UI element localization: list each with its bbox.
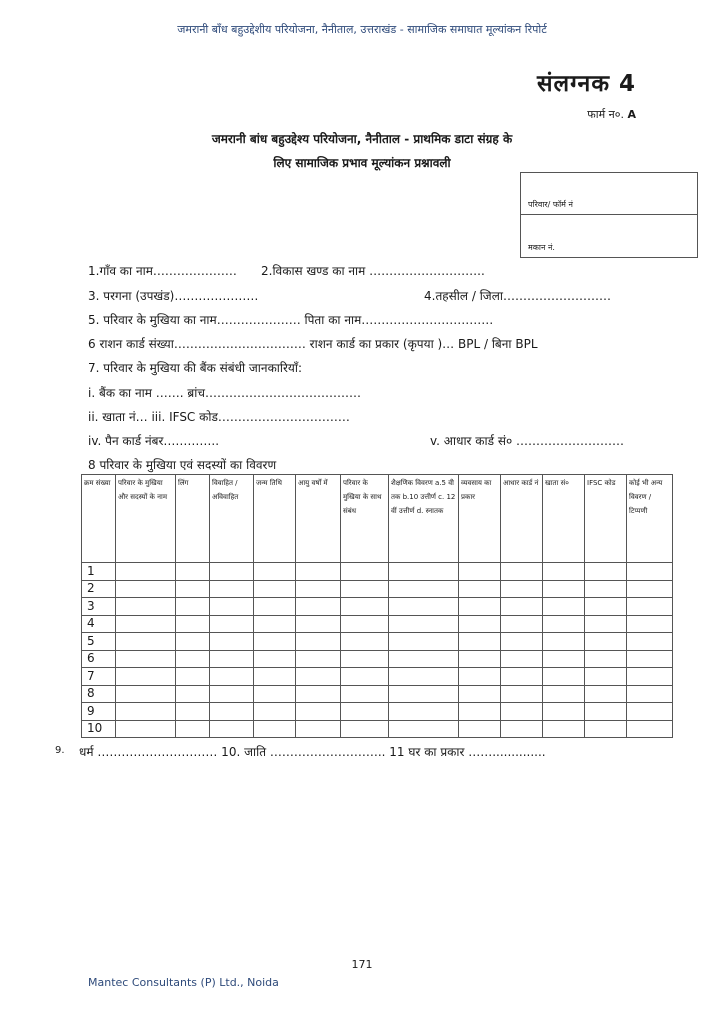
table-row [82, 703, 673, 721]
family-form-no-cell[interactable] [521, 173, 697, 215]
page-number: 171 [351, 958, 373, 971]
table-cell[interactable] [341, 598, 389, 616]
table-cell[interactable] [176, 685, 210, 703]
table-cell[interactable] [296, 685, 341, 703]
table-cell[interactable] [543, 580, 585, 598]
table-cell[interactable] [459, 563, 501, 581]
table-cell[interactable] [389, 703, 459, 721]
table-cell[interactable] [585, 563, 627, 581]
table-cell[interactable] [116, 580, 176, 598]
table-cell[interactable] [501, 650, 543, 668]
table-cell[interactable] [116, 615, 176, 633]
table-cell[interactable] [501, 685, 543, 703]
table-cell[interactable] [459, 580, 501, 598]
family-info-box [520, 172, 698, 258]
row-serial: 5 [82, 633, 116, 651]
table-cell[interactable] [585, 633, 627, 651]
header-aadhaar: आधार कार्ड नं [501, 475, 543, 563]
table-cell[interactable] [116, 703, 176, 721]
header-serial: क्रम संख्या [82, 475, 116, 563]
company-footer: Mantec Consultants (P) Ltd., Noida [88, 976, 279, 989]
form-title-line-1: जमरानी बांध बहुउद्देश्य परियोजना, नैनीताल - प्राथमिक डाटा संग्रह के [211, 132, 513, 146]
table-row [82, 720, 673, 738]
table-cell[interactable] [176, 563, 210, 581]
table-cell[interactable] [296, 563, 341, 581]
table-cell[interactable] [627, 650, 673, 668]
table-cell[interactable] [341, 563, 389, 581]
pan-card-field[interactable]: iv. पैन कार्ड नंबर………….. [88, 434, 220, 448]
table-cell[interactable] [210, 580, 254, 598]
table-cell[interactable] [341, 633, 389, 651]
form-title [150, 127, 574, 175]
table-cell[interactable] [210, 633, 254, 651]
table-cell[interactable] [627, 703, 673, 721]
table-cell[interactable] [254, 598, 296, 616]
house-no-cell[interactable] [521, 215, 697, 257]
table-cell[interactable] [543, 598, 585, 616]
table-cell[interactable] [585, 685, 627, 703]
table-cell[interactable] [116, 563, 176, 581]
table-cell[interactable] [459, 633, 501, 651]
table-cell[interactable] [501, 720, 543, 738]
table-cell[interactable] [389, 668, 459, 686]
table-cell[interactable] [627, 598, 673, 616]
row-serial: 8 [82, 685, 116, 703]
table-cell[interactable] [585, 598, 627, 616]
table-cell[interactable] [459, 720, 501, 738]
table-cell[interactable] [210, 668, 254, 686]
table-cell[interactable] [254, 563, 296, 581]
form-number-label: फार्म न०. [587, 108, 624, 121]
head-father-name-field[interactable]: 5. परिवार के मुखिया का नाम………………… पिता का नाम…………………………… [88, 313, 494, 327]
table-row [82, 633, 673, 651]
header-relation: परिवार के मुखिया के साथ संबंध [341, 475, 389, 563]
table-cell[interactable] [389, 633, 459, 651]
table-cell[interactable] [116, 598, 176, 616]
header-birth-date: जन्म तिथि [254, 475, 296, 563]
row-serial: 9 [82, 703, 116, 721]
table-row [82, 650, 673, 668]
table-cell[interactable] [210, 598, 254, 616]
table-cell[interactable] [627, 563, 673, 581]
table-cell[interactable] [459, 668, 501, 686]
table-cell[interactable] [210, 615, 254, 633]
table-header-row [82, 475, 673, 563]
header-marital-status: विवाहित / अविवाहित [210, 475, 254, 563]
table-cell[interactable] [341, 580, 389, 598]
bank-name-field[interactable]: i. बैंक का नाम ……. ब्रांच………………………………… [88, 386, 361, 400]
table-cell[interactable] [585, 650, 627, 668]
table-cell[interactable] [176, 633, 210, 651]
table-cell[interactable] [254, 668, 296, 686]
table-cell[interactable] [116, 685, 176, 703]
members-details-heading: 8 परिवार के मुखिया एवं सदस्यों का विवरण [88, 458, 277, 472]
table-cell[interactable] [585, 720, 627, 738]
table-cell[interactable] [459, 598, 501, 616]
table-cell[interactable] [176, 580, 210, 598]
table-cell[interactable] [176, 720, 210, 738]
account-ifsc-field[interactable]: ii. खाता नं… iii. IFSC कोड…………………………… [88, 410, 350, 424]
table-cell[interactable] [585, 580, 627, 598]
table-cell[interactable] [543, 703, 585, 721]
table-cell[interactable] [459, 650, 501, 668]
table-cell[interactable] [296, 720, 341, 738]
table-cell[interactable] [210, 563, 254, 581]
table-cell[interactable] [543, 650, 585, 668]
table-cell[interactable] [116, 720, 176, 738]
table-cell[interactable] [176, 615, 210, 633]
table-cell[interactable] [501, 598, 543, 616]
table-cell[interactable] [501, 668, 543, 686]
table-cell[interactable] [459, 615, 501, 633]
table-cell[interactable] [254, 685, 296, 703]
table-cell[interactable] [210, 685, 254, 703]
religion-number: 9. [55, 745, 65, 756]
table-cell[interactable] [296, 633, 341, 651]
table-cell[interactable] [627, 615, 673, 633]
table-cell[interactable] [296, 580, 341, 598]
header-occupation: व्यवसाय का प्रकार [459, 475, 501, 563]
table-row [82, 580, 673, 598]
header-age: आयु वर्षों में [296, 475, 341, 563]
table-cell[interactable] [543, 685, 585, 703]
table-cell[interactable] [627, 685, 673, 703]
table-cell[interactable] [459, 685, 501, 703]
annex-title: संलग्नक 4 [536, 71, 636, 97]
table-cell[interactable] [501, 633, 543, 651]
header-member-name: परिवार के मुखिया और सदस्यों के नाम [116, 475, 176, 563]
table-cell[interactable] [543, 668, 585, 686]
table-cell[interactable] [116, 650, 176, 668]
table-cell[interactable] [254, 615, 296, 633]
ration-card-field[interactable]: 6 राशन कार्ड संख्या…………………………… राशन कार्ड का प्रकार (कृपया )… BPL / बिना BPL [88, 337, 538, 351]
table-row [82, 563, 673, 581]
row-serial: 10 [82, 720, 116, 738]
table-cell[interactable] [543, 615, 585, 633]
table-cell[interactable] [389, 580, 459, 598]
table-cell[interactable] [296, 615, 341, 633]
row-serial: 4 [82, 615, 116, 633]
table-cell[interactable] [254, 703, 296, 721]
table-cell[interactable] [296, 598, 341, 616]
table-cell[interactable] [627, 668, 673, 686]
village-name-field[interactable]: 1.गाँव का नाम………………… [88, 264, 237, 278]
table-cell[interactable] [501, 703, 543, 721]
table-cell[interactable] [176, 703, 210, 721]
table-cell[interactable] [389, 685, 459, 703]
religion-caste-housetype-field[interactable]: धर्म ………………………… 10. जाति ……………………….. 11 घर का प्रकार …….............. [79, 745, 546, 759]
table-cell[interactable] [296, 650, 341, 668]
table-cell[interactable] [627, 633, 673, 651]
table-cell[interactable] [341, 703, 389, 721]
header-ifsc: IFSC कोड [585, 475, 627, 563]
table-cell[interactable] [254, 720, 296, 738]
form-number [587, 107, 636, 122]
form-number-code: A [627, 108, 636, 121]
members-table [81, 474, 673, 738]
table-cell[interactable] [585, 668, 627, 686]
table-cell[interactable] [341, 650, 389, 668]
table-cell[interactable] [501, 563, 543, 581]
running-header: जमरानी बाँध बहुउद्देशीय परियोजना, नैनीताल, उत्तराखंड - सामाजिक समाघात मूल्यांकन रिपोर्ट [177, 23, 547, 36]
row-serial: 6 [82, 650, 116, 668]
header-education: शैक्षणिक विवरण a.5 वी तक b.10 उत्तीर्ण c. 12 वीं उत्तीर्ण d. स्नातक [389, 475, 459, 563]
family-form-no-label: परिवार/ फॉर्म नं [528, 200, 573, 209]
header-gender: लिंग [176, 475, 210, 563]
table-cell[interactable] [341, 668, 389, 686]
table-cell[interactable] [254, 650, 296, 668]
table-row [82, 668, 673, 686]
table-cell[interactable] [389, 720, 459, 738]
table-cell[interactable] [296, 668, 341, 686]
table-cell[interactable] [501, 615, 543, 633]
table-cell[interactable] [254, 580, 296, 598]
table-cell[interactable] [210, 720, 254, 738]
table-row [82, 598, 673, 616]
row-serial: 3 [82, 598, 116, 616]
table-cell[interactable] [543, 633, 585, 651]
table-cell[interactable] [341, 685, 389, 703]
row-serial: 7 [82, 668, 116, 686]
table-cell[interactable] [585, 703, 627, 721]
pargana-field[interactable]: 3. परगना (उपखंड)………………… [88, 289, 259, 303]
table-cell[interactable] [389, 615, 459, 633]
table-cell[interactable] [210, 650, 254, 668]
table-cell[interactable] [254, 633, 296, 651]
house-no-label: मकान नं. [528, 243, 555, 252]
header-remarks: कोई भी अन्य विवरण / टिप्पणी [627, 475, 673, 563]
table-cell[interactable] [389, 563, 459, 581]
table-cell[interactable] [210, 703, 254, 721]
table-cell[interactable] [341, 615, 389, 633]
table-cell[interactable] [176, 650, 210, 668]
table-cell[interactable] [176, 598, 210, 616]
table-cell[interactable] [389, 598, 459, 616]
table-row [82, 685, 673, 703]
form-title-line-2: लिए सामाजिक प्रभाव मूल्यांकन प्रश्नावली [273, 156, 451, 170]
block-name-field[interactable]: 2.विकास खण्ड का नाम ……………………….. [261, 264, 485, 278]
table-cell[interactable] [501, 580, 543, 598]
table-cell[interactable] [341, 720, 389, 738]
table-cell[interactable] [389, 650, 459, 668]
row-serial: 1 [82, 563, 116, 581]
table-cell[interactable] [627, 580, 673, 598]
table-cell[interactable] [627, 720, 673, 738]
table-row [82, 615, 673, 633]
row-serial: 2 [82, 580, 116, 598]
bank-info-heading: 7. परिवार के मुखिया की बैंक संबंधी जानकारियाँ: [88, 361, 303, 375]
table-cell[interactable] [459, 703, 501, 721]
table-cell[interactable] [116, 668, 176, 686]
tehsil-district-field[interactable]: 4.तहसील / जिला……………………… [424, 289, 611, 303]
table-cell[interactable] [543, 720, 585, 738]
table-cell[interactable] [296, 703, 341, 721]
table-cell[interactable] [585, 615, 627, 633]
table-cell[interactable] [176, 668, 210, 686]
table-cell[interactable] [543, 563, 585, 581]
table-cell[interactable] [116, 633, 176, 651]
aadhaar-field[interactable]: v. आधार कार्ड सं० ……………………… [430, 434, 624, 448]
header-account: खाता सं० [543, 475, 585, 563]
